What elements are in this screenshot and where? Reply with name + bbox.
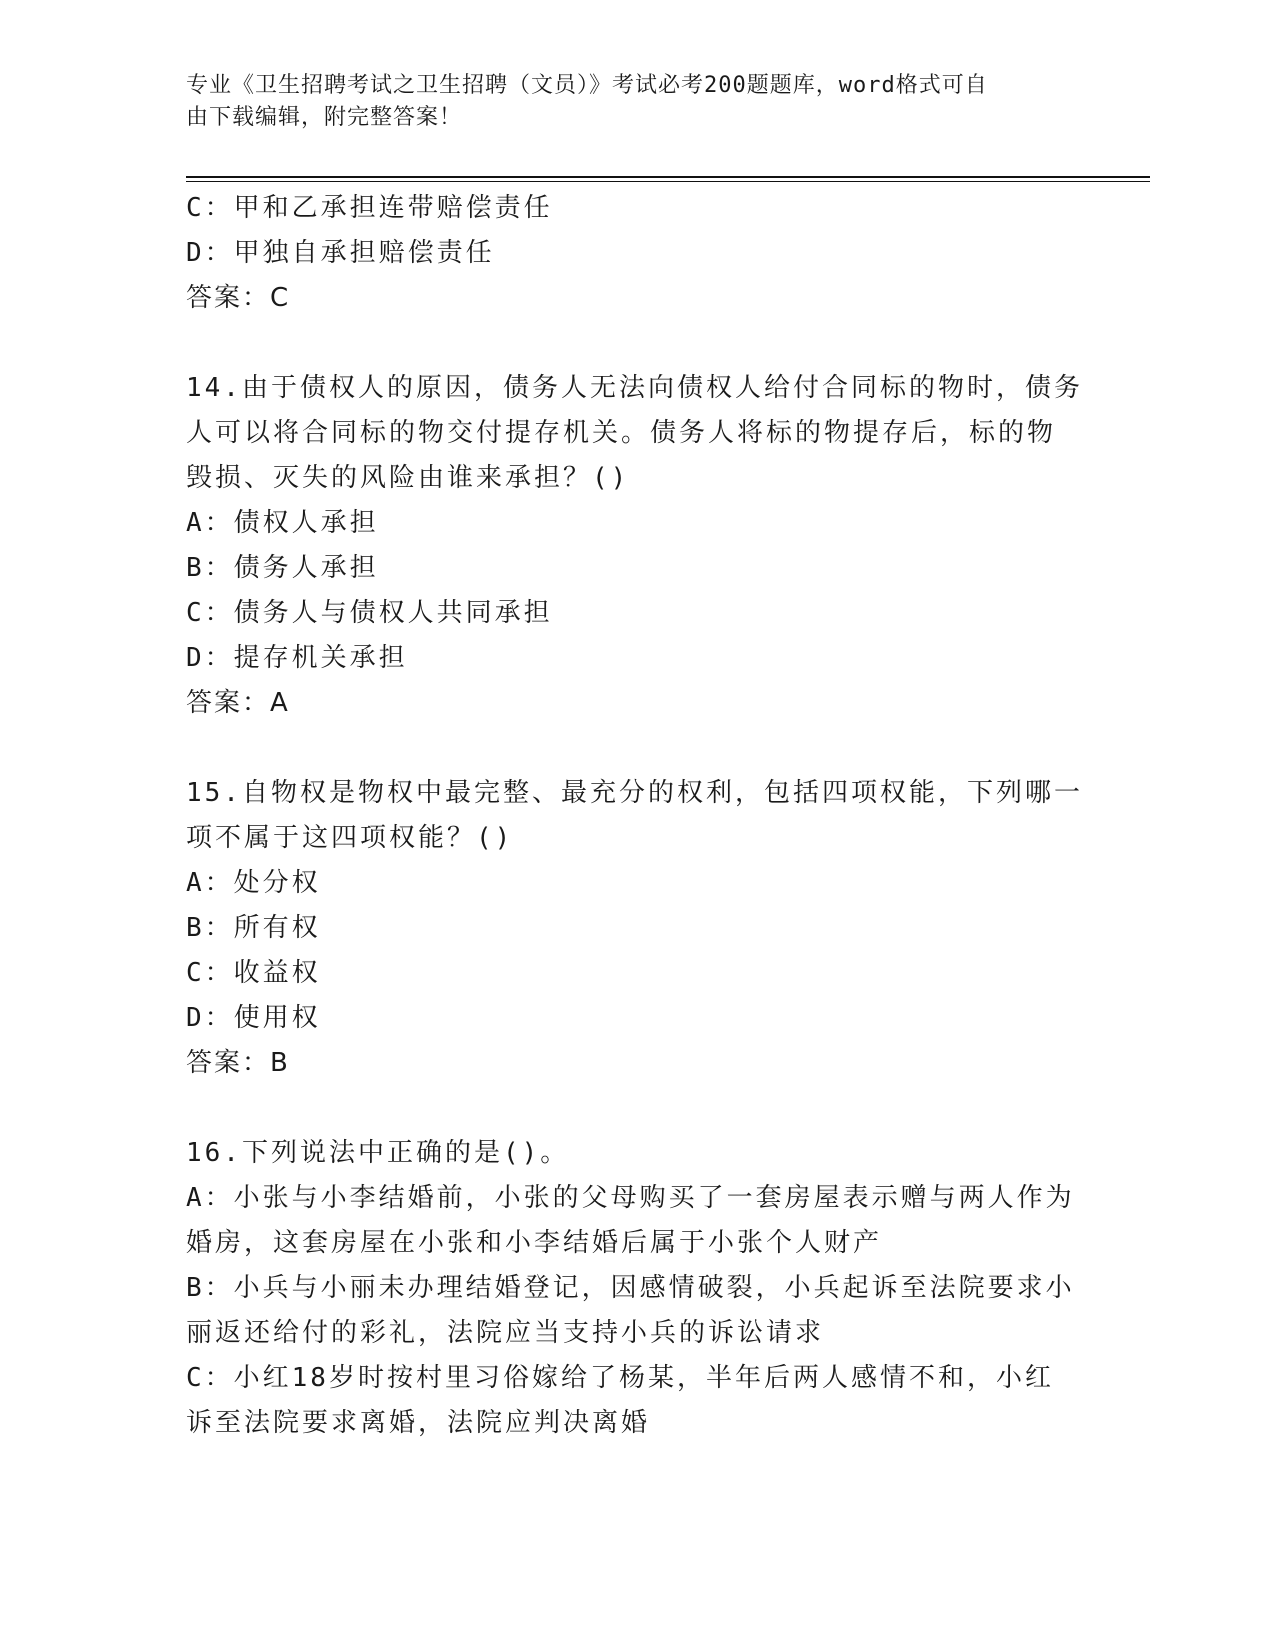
question-text: 16.下列说法中正确的是()。 (186, 1138, 570, 1168)
question-16 (186, 1131, 1086, 1446)
option-b: B：所有权 (186, 913, 321, 943)
option-d: D：使用权 (186, 1003, 321, 1033)
option-c: C：小红18岁时按村里习俗嫁给了杨某，半年后两人感情不和，小红 (186, 1363, 1054, 1393)
spacer (186, 726, 1086, 771)
option-a-continued: 婚房，这套房屋在小张和小李结婚后属于小张个人财产 (186, 1228, 883, 1258)
question-13-tail (186, 186, 1086, 321)
question-list (186, 186, 1086, 1446)
option-b: B：债务人承担 (186, 553, 379, 583)
option-c-continued: 诉至法院要求离婚，法院应判决离婚 (186, 1408, 651, 1438)
option-d: D：甲独自承担赔偿责任 (186, 238, 495, 268)
option-c: C：甲和乙承担连带赔偿责任 (186, 193, 553, 223)
option-a: A：债权人承担 (186, 508, 379, 538)
spacer (186, 321, 1086, 366)
spacer (186, 1086, 1086, 1131)
question-text: 14.由于债权人的原因，债务人无法向债权人给付合同标的物时，债务 (186, 373, 1083, 403)
question-15 (186, 771, 1086, 1086)
option-d: D：提存机关承担 (186, 643, 408, 673)
document-header (186, 70, 1066, 134)
option-a: A：小张与小李结婚前，小张的父母购买了一套房屋表示赠与两人作为 (186, 1183, 1075, 1213)
option-a: A：处分权 (186, 868, 321, 898)
answer-label: 答案：C (186, 283, 291, 313)
header-rule-thick (186, 176, 1150, 178)
answer-label: 答案：B (186, 1048, 290, 1078)
question-text: 人可以将合同标的物交付提存机关。债务人将标的物提存后，标的物 (186, 418, 1057, 448)
question-text: 毁损、灭失的风险由谁来承担？() (186, 463, 630, 493)
header-rule-thin (186, 181, 1150, 182)
option-b: B：小兵与小丽未办理结婚登记，因感情破裂，小兵起诉至法院要求小 (186, 1273, 1075, 1303)
header-line-1: 专业《卫生招聘考试之卫生招聘（文员）》考试必考200题题库，word格式可自 (186, 73, 988, 98)
question-text: 项不属于这四项权能？() (186, 823, 514, 853)
header-line-2: 由下载编辑，附完整答案！ (186, 105, 463, 130)
option-c: C：收益权 (186, 958, 321, 988)
option-c: C：债务人与债权人共同承担 (186, 598, 553, 628)
question-text: 15.自物权是物权中最完整、最充分的权利，包括四项权能，下列哪一 (186, 778, 1083, 808)
option-b-continued: 丽返还给付的彩礼，法院应当支持小兵的诉讼请求 (186, 1318, 825, 1348)
question-14 (186, 366, 1086, 726)
answer-label: 答案：A (186, 688, 290, 718)
